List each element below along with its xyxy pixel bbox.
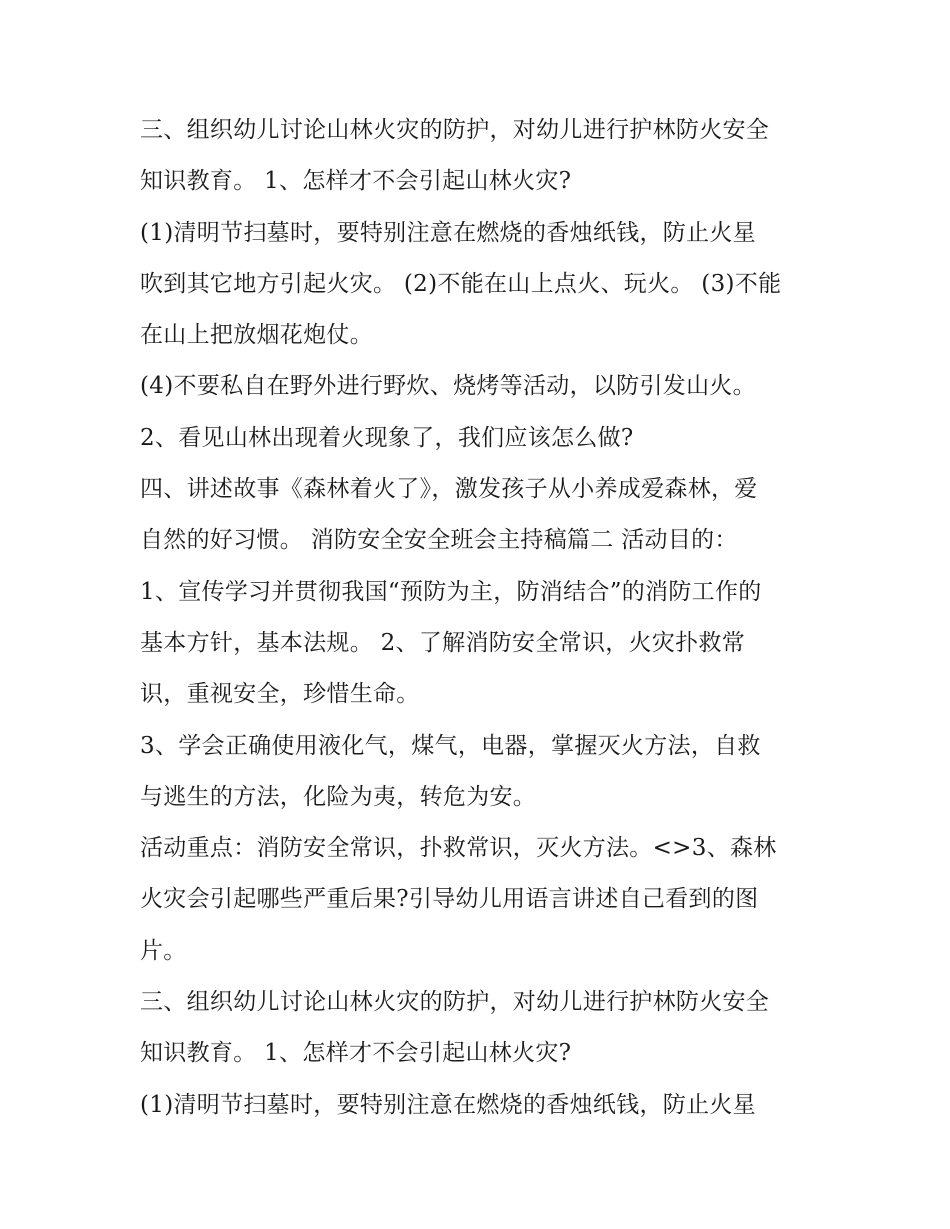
text-line: 三、组织幼儿讨论山林火灾的防护，对幼儿进行护林防火安全	[140, 989, 770, 1016]
text-line: 知识教育。 1、怎样才不会引起山林火灾?	[140, 168, 572, 195]
text-line: 基本方针，基本法规。 2、了解消防安全常识，火灾扑救常	[140, 629, 746, 656]
text-line: 在山上把放烟花炮仗。	[140, 322, 373, 349]
text-line: 识，重视安全，珍惜生命。	[140, 681, 420, 708]
text-line: 2、看见山林出现着火现象了，我们应该怎么做?	[140, 424, 634, 451]
text-line: 四、讲述故事《森林着火了》，激发孩子从小养成爱森林，爱	[140, 476, 758, 503]
text-line: 1、宣传学习并贯彻我国“预防为主，防消结合”的消防工作的	[140, 578, 762, 605]
text-line: 吹到其它地方引起火灾。 (2)不能在山上点火、玩火。 (3)不能	[140, 270, 782, 297]
text-line: 3、学会正确使用液化气，煤气，电器，掌握灭火方法，自救	[140, 732, 761, 759]
text-line: 与逃生的方法，化险为夷，转危为安。	[140, 783, 537, 810]
text-line: 火灾会引起哪些严重后果?引导幼儿用语言讲述自己看到的图	[140, 886, 759, 913]
text-line: 片。	[140, 937, 187, 964]
text-line: (1)清明节扫墓时，要特别注意在燃烧的香烛纸钱，防止火星	[140, 219, 756, 246]
text-line: (4)不要私自在野外进行野炊、烧烤等活动，以防引发山火。	[140, 373, 756, 400]
text-line: 三、组织幼儿讨论山林火灾的防护，对幼儿进行护林防火安全	[140, 117, 770, 143]
text-line: 知识教育。 1、怎样才不会引起山林火灾?	[140, 1040, 572, 1067]
text-line: 自然的好习惯。 消防安全安全班会主持稿篇二 活动目的：	[140, 527, 738, 554]
text-line: (1)清明节扫墓时，要特别注意在燃烧的香烛纸钱，防止火星	[140, 1091, 756, 1118]
document-body	[140, 105, 820, 1131]
text-line: 活动重点：消防安全常识，扑救常识，灭火方法。<>3、森林	[140, 835, 777, 862]
